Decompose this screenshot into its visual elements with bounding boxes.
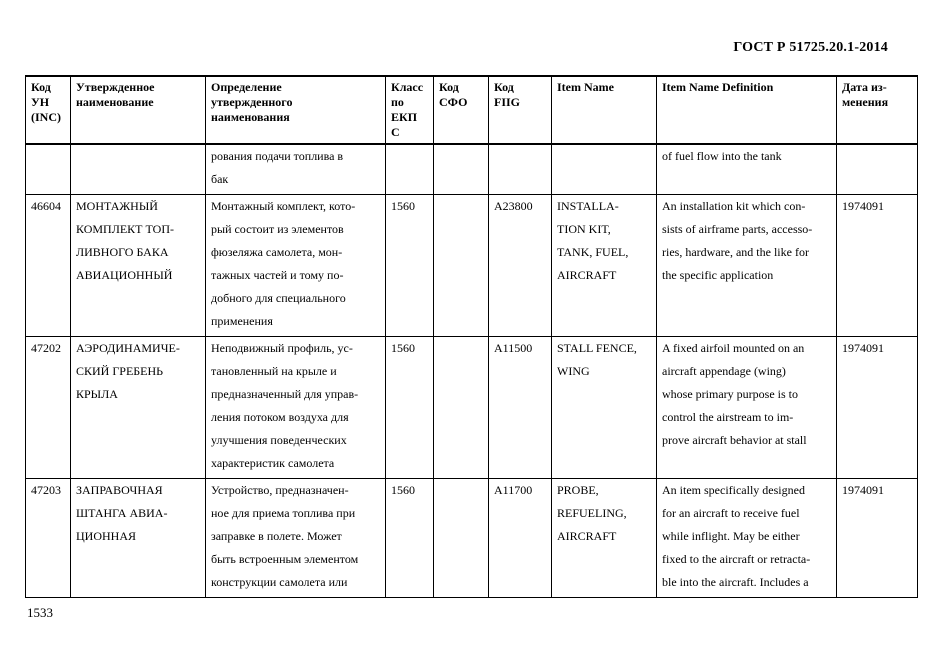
cell-date: [837, 144, 918, 195]
col-name-header: [71, 76, 206, 144]
cell-class: 1560: [386, 479, 434, 598]
cell-fiig: A11700: [489, 479, 552, 598]
cell-name-line: ШТАНГА АВИА-: [76, 506, 168, 520]
header-label-line: С: [391, 125, 400, 139]
cell-name-line: ЛИВНОГО БАКА: [76, 245, 169, 259]
cell-definition-line: бак: [211, 172, 229, 186]
cell-item-name-line: TANK, FUEL,: [557, 245, 629, 259]
cell-date: 1974091: [837, 195, 918, 337]
cell-item-definition-line: whose primary purpose is to: [662, 387, 798, 401]
cell-item-definition: [657, 195, 837, 337]
cell-item-definition-line: while inflight. May be either: [662, 529, 800, 543]
cell-item-name-line: STALL FENCE,: [557, 341, 637, 355]
cell-item-definition-line: of fuel flow into the tank: [662, 149, 782, 163]
cell-inc: 47202: [26, 337, 71, 479]
cell-definition-line: ления потоком воздуха для: [211, 410, 349, 424]
header-label-line: (INC): [31, 110, 61, 124]
cell-item-definition-line: ries, hardware, and the like for: [662, 245, 809, 259]
cell-item-definition-line: aircraft appendage (wing): [662, 364, 786, 378]
header-label-line: Код: [494, 80, 514, 94]
header-label-line: по: [391, 95, 404, 109]
cell-name-line: АЭРОДИНАМИЧЕ-: [76, 341, 180, 355]
cell-class: [386, 144, 434, 195]
cell-name: [71, 479, 206, 598]
header-label-line: Код: [31, 80, 51, 94]
header-label-line: Item Name: [557, 80, 614, 94]
cell-item-definition-line: control the airstream to im-: [662, 410, 794, 424]
col-definition-header: [206, 76, 386, 144]
cell-definition: [206, 195, 386, 337]
cell-class: 1560: [386, 337, 434, 479]
cell-item-definition-line: the specific application: [662, 268, 774, 282]
cell-name-line: МОНТАЖНЫЙ: [76, 199, 158, 213]
cell-name-line: СКИЙ ГРЕБЕНЬ: [76, 364, 164, 378]
cell-item-name-line: INSTALLA-: [557, 199, 619, 213]
cell-item-definition: [657, 144, 837, 195]
col-fiig-header: [489, 76, 552, 144]
cell-definition-line: Монтажный комплект, кото-: [211, 199, 356, 213]
header-label-line: наименования: [211, 110, 290, 124]
cell-name-line: КОМПЛЕКТ ТОП-: [76, 222, 175, 236]
header-label-line: Дата из-: [842, 80, 887, 94]
cell-definition-line: применения: [211, 314, 273, 328]
catalog-table: [25, 75, 918, 598]
cell-definition-line: рования подачи топлива в: [211, 149, 344, 163]
table-body: [26, 144, 918, 598]
cell-name-line: ЦИОННАЯ: [76, 529, 136, 543]
cell-definition-line: заправке в полете. Может: [211, 529, 342, 543]
cell-item-definition-line: fixed to the aircraft or retracta-: [662, 552, 811, 566]
cell-sfo: [434, 479, 489, 598]
col-inc-header: [26, 76, 71, 144]
cell-item-name-line: PROBE,: [557, 483, 599, 497]
cell-definition-line: конструкции самолета или: [211, 575, 348, 589]
cell-name-line: КРЫЛА: [76, 387, 118, 401]
col-class-header: [386, 76, 434, 144]
cell-definition-line: ное для приема топлива при: [211, 506, 356, 520]
cell-item-definition-line: for an aircraft to receive fuel: [662, 506, 800, 520]
cell-name-line: ЗАПРАВОЧНАЯ: [76, 483, 163, 497]
cell-definition-line: добного для специального: [211, 291, 346, 305]
table-header: [26, 76, 918, 144]
cell-definition-line: характеристик самолета: [211, 456, 335, 470]
header-row: [26, 76, 918, 144]
cell-inc: 47203: [26, 479, 71, 598]
cell-item-definition-line: An installation kit which con-: [662, 199, 806, 213]
cell-item-definition-line: ble into the aircraft. Includes a: [662, 575, 809, 589]
cell-fiig: A11500: [489, 337, 552, 479]
cell-definition-line: рый состоит из элементов: [211, 222, 344, 236]
header-label-line: Код: [439, 80, 459, 94]
col-sfo-header: [434, 76, 489, 144]
cell-item-name-line: WING: [557, 364, 590, 378]
cell-fiig: A23800: [489, 195, 552, 337]
table-row: [26, 337, 918, 479]
cell-definition: [206, 479, 386, 598]
cell-fiig: [489, 144, 552, 195]
cell-item-definition: [657, 337, 837, 479]
cell-item-name-line: AIRCRAFT: [557, 529, 617, 543]
cell-item-name-line: REFUELING,: [557, 506, 627, 520]
document-standard-header: ГОСТ Р 51725.20.1-2014: [733, 40, 888, 55]
table-row: [26, 479, 918, 598]
cell-item-name: [552, 195, 657, 337]
cell-item-definition-line: An item specifically designed: [662, 483, 805, 497]
cell-definition-line: Неподвижный профиль, ус-: [211, 341, 353, 355]
cell-definition: [206, 337, 386, 479]
cell-item-name: [552, 144, 657, 195]
cell-sfo: [434, 144, 489, 195]
col-item-definition-header: [657, 76, 837, 144]
header-label-line: УН: [31, 95, 50, 109]
cell-sfo: [434, 195, 489, 337]
cell-name-line: АВИАЦИОННЫЙ: [76, 268, 173, 282]
cell-item-definition-line: sists of airframe parts, accesso-: [662, 222, 813, 236]
col-date-header: [837, 76, 918, 144]
cell-definition-line: тажных частей и тому по-: [211, 268, 344, 282]
cell-item-name: [552, 479, 657, 598]
header-label-line: Класс: [391, 80, 424, 94]
cell-class: 1560: [386, 195, 434, 337]
cell-item-name-line: TION KIT,: [557, 222, 611, 236]
cell-inc: 46604: [26, 195, 71, 337]
cell-definition-line: Устройство, предназначен-: [211, 483, 349, 497]
header-label-line: утвержденного: [211, 95, 293, 109]
header-label-line: Определение: [211, 80, 282, 94]
cell-date: 1974091: [837, 479, 918, 598]
table-row: [26, 144, 918, 195]
page-number: 1533: [27, 605, 53, 620]
cell-item-name: [552, 337, 657, 479]
cell-sfo: [434, 337, 489, 479]
cell-item-definition-line: A fixed airfoil mounted on an: [662, 341, 805, 355]
col-item-name-header: [552, 76, 657, 144]
cell-name: [71, 195, 206, 337]
cell-item-definition: [657, 479, 837, 598]
cell-name: [71, 337, 206, 479]
table-row: [26, 195, 918, 337]
cell-inc: [26, 144, 71, 195]
cell-date: 1974091: [837, 337, 918, 479]
header-label-line: наименование: [76, 95, 154, 109]
header-label-line: ЕКП: [391, 110, 418, 124]
cell-item-definition-line: prove aircraft behavior at stall: [662, 433, 807, 447]
cell-definition-line: улучшения поведенческих: [211, 433, 347, 447]
cell-definition: [206, 144, 386, 195]
header-label-line: Item Name Definition: [662, 80, 774, 94]
header-label-line: менения: [842, 95, 889, 109]
header-label-line: FIIG: [494, 95, 521, 109]
cell-item-name-line: AIRCRAFT: [557, 268, 617, 282]
header-label-line: СФО: [439, 95, 468, 109]
cell-definition-line: фюзеляжа самолета, мон-: [211, 245, 343, 259]
cell-definition-line: тановленный на крыле и: [211, 364, 337, 378]
cell-definition-line: быть встроенным элементом: [211, 552, 359, 566]
cell-definition-line: предназначенный для управ-: [211, 387, 359, 401]
cell-name: [71, 144, 206, 195]
header-label-line: Утвержденное: [76, 80, 155, 94]
